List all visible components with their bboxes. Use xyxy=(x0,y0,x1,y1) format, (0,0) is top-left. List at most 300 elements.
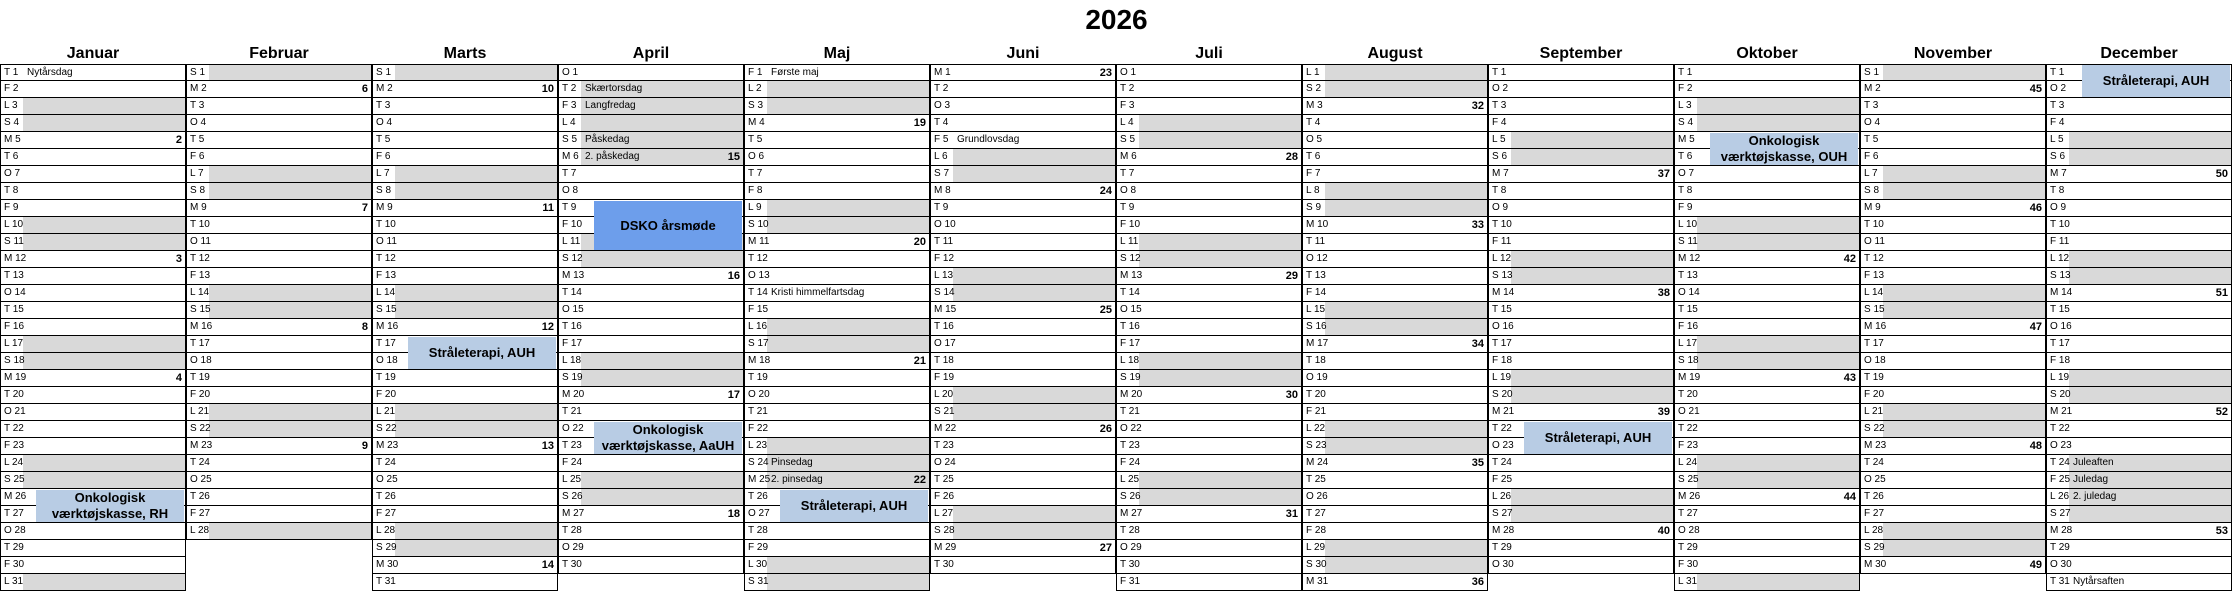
day-row[interactable] xyxy=(2046,353,2232,370)
day-row[interactable] xyxy=(1302,353,1488,370)
day-row[interactable] xyxy=(1860,421,2046,438)
day-row[interactable] xyxy=(1302,455,1488,472)
day-row[interactable] xyxy=(1674,421,1860,438)
day-row[interactable] xyxy=(930,455,1116,472)
day-row[interactable] xyxy=(2046,268,2232,285)
day-row[interactable] xyxy=(1302,319,1488,336)
day-row[interactable] xyxy=(1860,166,2046,183)
day-row[interactable] xyxy=(1116,370,1302,387)
day-row[interactable] xyxy=(2046,200,2232,217)
day-row[interactable] xyxy=(186,353,372,370)
day-row[interactable] xyxy=(2046,234,2232,251)
day-row[interactable] xyxy=(930,336,1116,353)
day-row[interactable] xyxy=(0,421,186,438)
day-row[interactable] xyxy=(372,574,558,591)
day-row[interactable] xyxy=(1488,268,1674,285)
day-row[interactable] xyxy=(1860,268,2046,285)
day-row[interactable] xyxy=(1860,472,2046,489)
day-row[interactable] xyxy=(1116,268,1302,285)
day-row[interactable] xyxy=(1116,98,1302,115)
day-row[interactable] xyxy=(0,268,186,285)
day-row[interactable] xyxy=(1674,115,1860,132)
day-row[interactable] xyxy=(0,251,186,268)
day-row[interactable] xyxy=(186,489,372,506)
day-row[interactable] xyxy=(372,115,558,132)
day-row[interactable] xyxy=(1860,285,2046,302)
day-row[interactable] xyxy=(186,285,372,302)
day-row[interactable] xyxy=(744,353,930,370)
day-row[interactable] xyxy=(186,506,372,523)
day-row[interactable] xyxy=(1488,217,1674,234)
day-row[interactable] xyxy=(930,98,1116,115)
day-row[interactable] xyxy=(930,166,1116,183)
day-row[interactable] xyxy=(0,353,186,370)
day-row[interactable] xyxy=(186,183,372,200)
day-row[interactable] xyxy=(1302,523,1488,540)
day-row[interactable] xyxy=(372,234,558,251)
day-row[interactable] xyxy=(1302,404,1488,421)
day-row[interactable] xyxy=(744,336,930,353)
day-row[interactable] xyxy=(2046,166,2232,183)
day-row[interactable] xyxy=(930,81,1116,98)
day-row[interactable] xyxy=(372,81,558,98)
day-row[interactable] xyxy=(930,302,1116,319)
day-row[interactable] xyxy=(186,217,372,234)
day-row[interactable] xyxy=(372,557,558,574)
day-row[interactable] xyxy=(1116,438,1302,455)
day-row[interactable] xyxy=(744,421,930,438)
day-row[interactable] xyxy=(2046,574,2232,591)
day-row[interactable] xyxy=(1116,285,1302,302)
day-row[interactable] xyxy=(186,438,372,455)
day-row[interactable] xyxy=(1116,472,1302,489)
day-row[interactable] xyxy=(1116,506,1302,523)
day-row[interactable] xyxy=(372,217,558,234)
day-row[interactable] xyxy=(0,574,186,591)
day-row[interactable] xyxy=(186,64,372,81)
day-row[interactable] xyxy=(1488,200,1674,217)
day-row[interactable] xyxy=(558,506,744,523)
day-row[interactable] xyxy=(558,540,744,557)
day-row[interactable] xyxy=(1674,489,1860,506)
day-row[interactable] xyxy=(1488,472,1674,489)
day-row[interactable] xyxy=(1488,370,1674,387)
day-row[interactable] xyxy=(186,404,372,421)
day-row[interactable] xyxy=(558,81,744,98)
day-row[interactable] xyxy=(1488,81,1674,98)
day-row[interactable] xyxy=(1302,166,1488,183)
day-row[interactable] xyxy=(1860,115,2046,132)
day-row[interactable] xyxy=(1116,523,1302,540)
day-row[interactable] xyxy=(1860,455,2046,472)
day-row[interactable] xyxy=(1674,336,1860,353)
day-row[interactable] xyxy=(1302,540,1488,557)
day-row[interactable] xyxy=(1116,183,1302,200)
day-row[interactable] xyxy=(372,98,558,115)
day-row[interactable] xyxy=(2046,302,2232,319)
day-row[interactable] xyxy=(1860,98,2046,115)
day-row[interactable] xyxy=(2046,370,2232,387)
day-row[interactable] xyxy=(1674,506,1860,523)
day-row[interactable] xyxy=(186,132,372,149)
day-row[interactable] xyxy=(186,251,372,268)
day-row[interactable] xyxy=(744,319,930,336)
day-row[interactable] xyxy=(1860,438,2046,455)
day-row[interactable] xyxy=(1674,472,1860,489)
day-row[interactable] xyxy=(558,64,744,81)
day-row[interactable] xyxy=(186,200,372,217)
day-row[interactable] xyxy=(558,302,744,319)
day-row[interactable] xyxy=(372,506,558,523)
day-row[interactable] xyxy=(1674,438,1860,455)
day-row[interactable] xyxy=(558,319,744,336)
day-row[interactable] xyxy=(558,149,744,166)
day-row[interactable] xyxy=(186,98,372,115)
day-row[interactable] xyxy=(372,523,558,540)
day-row[interactable] xyxy=(930,285,1116,302)
day-row[interactable] xyxy=(744,81,930,98)
day-row[interactable] xyxy=(372,183,558,200)
day-row[interactable] xyxy=(744,557,930,574)
day-row[interactable] xyxy=(1674,217,1860,234)
day-row[interactable] xyxy=(744,404,930,421)
day-row[interactable] xyxy=(1488,506,1674,523)
day-row[interactable] xyxy=(930,64,1116,81)
day-row[interactable] xyxy=(186,81,372,98)
day-row[interactable] xyxy=(1860,319,2046,336)
day-row[interactable] xyxy=(1116,455,1302,472)
day-row[interactable] xyxy=(930,540,1116,557)
day-row[interactable] xyxy=(1488,523,1674,540)
day-row[interactable] xyxy=(558,132,744,149)
day-row[interactable] xyxy=(558,251,744,268)
day-row[interactable] xyxy=(1302,268,1488,285)
day-row[interactable] xyxy=(930,132,1116,149)
day-row[interactable] xyxy=(1674,251,1860,268)
day-row[interactable] xyxy=(744,523,930,540)
day-row[interactable] xyxy=(1116,217,1302,234)
day-row[interactable] xyxy=(744,387,930,404)
day-row[interactable] xyxy=(372,285,558,302)
day-row[interactable] xyxy=(1860,251,2046,268)
day-row[interactable] xyxy=(186,268,372,285)
day-row[interactable] xyxy=(1488,132,1674,149)
day-row[interactable] xyxy=(1488,387,1674,404)
day-row[interactable] xyxy=(1116,251,1302,268)
day-row[interactable] xyxy=(930,421,1116,438)
day-row[interactable] xyxy=(2046,557,2232,574)
day-row[interactable] xyxy=(1860,64,2046,81)
day-row[interactable] xyxy=(1674,540,1860,557)
day-row[interactable] xyxy=(1302,98,1488,115)
day-row[interactable] xyxy=(1302,302,1488,319)
day-row[interactable] xyxy=(1302,200,1488,217)
day-row[interactable] xyxy=(1488,353,1674,370)
day-row[interactable] xyxy=(744,149,930,166)
day-row[interactable] xyxy=(1116,557,1302,574)
day-row[interactable] xyxy=(1116,302,1302,319)
day-row[interactable] xyxy=(930,353,1116,370)
day-row[interactable] xyxy=(558,489,744,506)
day-row[interactable] xyxy=(1302,557,1488,574)
day-row[interactable] xyxy=(2046,132,2232,149)
day-row[interactable] xyxy=(1674,200,1860,217)
day-row[interactable] xyxy=(744,200,930,217)
day-row[interactable] xyxy=(1302,370,1488,387)
day-row[interactable] xyxy=(0,455,186,472)
day-row[interactable] xyxy=(0,200,186,217)
day-row[interactable] xyxy=(1302,81,1488,98)
day-row[interactable] xyxy=(1488,149,1674,166)
day-row[interactable] xyxy=(930,370,1116,387)
day-row[interactable] xyxy=(1674,268,1860,285)
day-row[interactable] xyxy=(1860,302,2046,319)
day-row[interactable] xyxy=(744,540,930,557)
day-row[interactable] xyxy=(2046,387,2232,404)
day-row[interactable] xyxy=(930,149,1116,166)
day-row[interactable] xyxy=(2046,319,2232,336)
day-row[interactable] xyxy=(2046,455,2232,472)
day-row[interactable] xyxy=(186,234,372,251)
day-row[interactable] xyxy=(744,302,930,319)
day-row[interactable] xyxy=(372,438,558,455)
day-row[interactable] xyxy=(2046,98,2232,115)
day-row[interactable] xyxy=(0,183,186,200)
day-row[interactable] xyxy=(558,336,744,353)
day-row[interactable] xyxy=(1302,336,1488,353)
day-row[interactable] xyxy=(0,302,186,319)
day-row[interactable] xyxy=(1674,81,1860,98)
day-row[interactable] xyxy=(744,438,930,455)
day-row[interactable] xyxy=(1116,319,1302,336)
day-row[interactable] xyxy=(1302,387,1488,404)
day-row[interactable] xyxy=(1674,353,1860,370)
day-row[interactable] xyxy=(1488,285,1674,302)
day-row[interactable] xyxy=(1488,166,1674,183)
day-row[interactable] xyxy=(186,115,372,132)
day-row[interactable] xyxy=(1302,115,1488,132)
day-row[interactable] xyxy=(0,64,186,81)
day-row[interactable] xyxy=(1860,387,2046,404)
event-block[interactable] xyxy=(594,201,742,250)
event-block[interactable] xyxy=(780,490,928,522)
event-block[interactable] xyxy=(2082,65,2230,97)
day-row[interactable] xyxy=(1488,115,1674,132)
day-row[interactable] xyxy=(372,319,558,336)
day-row[interactable] xyxy=(1488,319,1674,336)
day-row[interactable] xyxy=(1116,387,1302,404)
day-row[interactable] xyxy=(1488,234,1674,251)
day-row[interactable] xyxy=(186,149,372,166)
day-row[interactable] xyxy=(930,523,1116,540)
day-row[interactable] xyxy=(1674,166,1860,183)
day-row[interactable] xyxy=(0,234,186,251)
day-row[interactable] xyxy=(1860,183,2046,200)
day-row[interactable] xyxy=(1488,404,1674,421)
day-row[interactable] xyxy=(558,523,744,540)
day-row[interactable] xyxy=(1488,183,1674,200)
day-row[interactable] xyxy=(1116,166,1302,183)
day-row[interactable] xyxy=(1860,149,2046,166)
day-row[interactable] xyxy=(372,387,558,404)
day-row[interactable] xyxy=(744,166,930,183)
day-row[interactable] xyxy=(1674,183,1860,200)
day-row[interactable] xyxy=(1488,98,1674,115)
day-row[interactable] xyxy=(1488,489,1674,506)
event-block[interactable] xyxy=(1710,133,1858,165)
day-row[interactable] xyxy=(1116,540,1302,557)
day-row[interactable] xyxy=(2046,183,2232,200)
day-row[interactable] xyxy=(930,319,1116,336)
day-row[interactable] xyxy=(2046,506,2232,523)
day-row[interactable] xyxy=(1302,489,1488,506)
day-row[interactable] xyxy=(372,489,558,506)
day-row[interactable] xyxy=(558,268,744,285)
day-row[interactable] xyxy=(2046,540,2232,557)
day-row[interactable] xyxy=(0,557,186,574)
day-row[interactable] xyxy=(2046,336,2232,353)
event-block[interactable] xyxy=(1524,422,1672,454)
day-row[interactable] xyxy=(0,217,186,234)
day-row[interactable] xyxy=(372,251,558,268)
day-row[interactable] xyxy=(372,166,558,183)
day-row[interactable] xyxy=(1302,217,1488,234)
day-row[interactable] xyxy=(744,455,930,472)
day-row[interactable] xyxy=(0,81,186,98)
day-row[interactable] xyxy=(1488,64,1674,81)
day-row[interactable] xyxy=(558,166,744,183)
day-row[interactable] xyxy=(0,336,186,353)
day-row[interactable] xyxy=(372,404,558,421)
event-block[interactable] xyxy=(36,490,184,522)
day-row[interactable] xyxy=(930,183,1116,200)
day-row[interactable] xyxy=(1302,574,1488,591)
day-row[interactable] xyxy=(186,523,372,540)
day-row[interactable] xyxy=(1860,336,2046,353)
day-row[interactable] xyxy=(0,115,186,132)
day-row[interactable] xyxy=(186,302,372,319)
day-row[interactable] xyxy=(1116,404,1302,421)
day-row[interactable] xyxy=(1860,132,2046,149)
day-row[interactable] xyxy=(558,285,744,302)
day-row[interactable] xyxy=(2046,404,2232,421)
day-row[interactable] xyxy=(1674,370,1860,387)
day-row[interactable] xyxy=(1674,234,1860,251)
event-block[interactable] xyxy=(408,337,556,369)
day-row[interactable] xyxy=(558,353,744,370)
day-row[interactable] xyxy=(1116,81,1302,98)
day-row[interactable] xyxy=(186,455,372,472)
day-row[interactable] xyxy=(558,455,744,472)
day-row[interactable] xyxy=(1860,557,2046,574)
day-row[interactable] xyxy=(1116,421,1302,438)
day-row[interactable] xyxy=(0,523,186,540)
day-row[interactable] xyxy=(1674,64,1860,81)
day-row[interactable] xyxy=(1860,489,2046,506)
day-row[interactable] xyxy=(930,217,1116,234)
day-row[interactable] xyxy=(1302,472,1488,489)
day-row[interactable] xyxy=(372,472,558,489)
day-row[interactable] xyxy=(2046,285,2232,302)
day-row[interactable] xyxy=(2046,251,2232,268)
day-row[interactable] xyxy=(744,268,930,285)
day-row[interactable] xyxy=(744,217,930,234)
day-row[interactable] xyxy=(2046,523,2232,540)
day-row[interactable] xyxy=(372,455,558,472)
day-row[interactable] xyxy=(744,115,930,132)
day-row[interactable] xyxy=(186,421,372,438)
day-row[interactable] xyxy=(186,166,372,183)
day-row[interactable] xyxy=(930,489,1116,506)
day-row[interactable] xyxy=(1488,540,1674,557)
day-row[interactable] xyxy=(1302,506,1488,523)
event-block[interactable] xyxy=(594,422,742,454)
day-row[interactable] xyxy=(744,472,930,489)
day-row[interactable] xyxy=(1302,234,1488,251)
day-row[interactable] xyxy=(1116,115,1302,132)
day-row[interactable] xyxy=(0,149,186,166)
day-row[interactable] xyxy=(930,200,1116,217)
day-row[interactable] xyxy=(558,98,744,115)
day-row[interactable] xyxy=(1860,200,2046,217)
day-row[interactable] xyxy=(1860,540,2046,557)
day-row[interactable] xyxy=(1488,557,1674,574)
day-row[interactable] xyxy=(1302,149,1488,166)
day-row[interactable] xyxy=(1674,387,1860,404)
day-row[interactable] xyxy=(1674,574,1860,591)
day-row[interactable] xyxy=(930,557,1116,574)
day-row[interactable] xyxy=(1860,234,2046,251)
day-row[interactable] xyxy=(1860,217,2046,234)
day-row[interactable] xyxy=(744,98,930,115)
day-row[interactable] xyxy=(1116,64,1302,81)
day-row[interactable] xyxy=(0,285,186,302)
day-row[interactable] xyxy=(558,404,744,421)
day-row[interactable] xyxy=(0,166,186,183)
day-row[interactable] xyxy=(744,183,930,200)
day-row[interactable] xyxy=(186,370,372,387)
day-row[interactable] xyxy=(558,387,744,404)
day-row[interactable] xyxy=(1116,200,1302,217)
day-row[interactable] xyxy=(930,234,1116,251)
day-row[interactable] xyxy=(372,370,558,387)
day-row[interactable] xyxy=(1674,98,1860,115)
day-row[interactable] xyxy=(744,370,930,387)
day-row[interactable] xyxy=(2046,438,2232,455)
day-row[interactable] xyxy=(1674,455,1860,472)
day-row[interactable] xyxy=(1116,574,1302,591)
day-row[interactable] xyxy=(1488,336,1674,353)
day-row[interactable] xyxy=(186,336,372,353)
day-row[interactable] xyxy=(0,404,186,421)
day-row[interactable] xyxy=(372,540,558,557)
day-row[interactable] xyxy=(1302,438,1488,455)
day-row[interactable] xyxy=(744,234,930,251)
day-row[interactable] xyxy=(558,183,744,200)
day-row[interactable] xyxy=(372,149,558,166)
day-row[interactable] xyxy=(1488,251,1674,268)
day-row[interactable] xyxy=(0,132,186,149)
day-row[interactable] xyxy=(372,132,558,149)
day-row[interactable] xyxy=(1116,353,1302,370)
day-row[interactable] xyxy=(186,472,372,489)
day-row[interactable] xyxy=(1860,81,2046,98)
day-row[interactable] xyxy=(372,302,558,319)
day-row[interactable] xyxy=(2046,472,2232,489)
day-row[interactable] xyxy=(1302,285,1488,302)
day-row[interactable] xyxy=(2046,115,2232,132)
day-row[interactable] xyxy=(1674,302,1860,319)
